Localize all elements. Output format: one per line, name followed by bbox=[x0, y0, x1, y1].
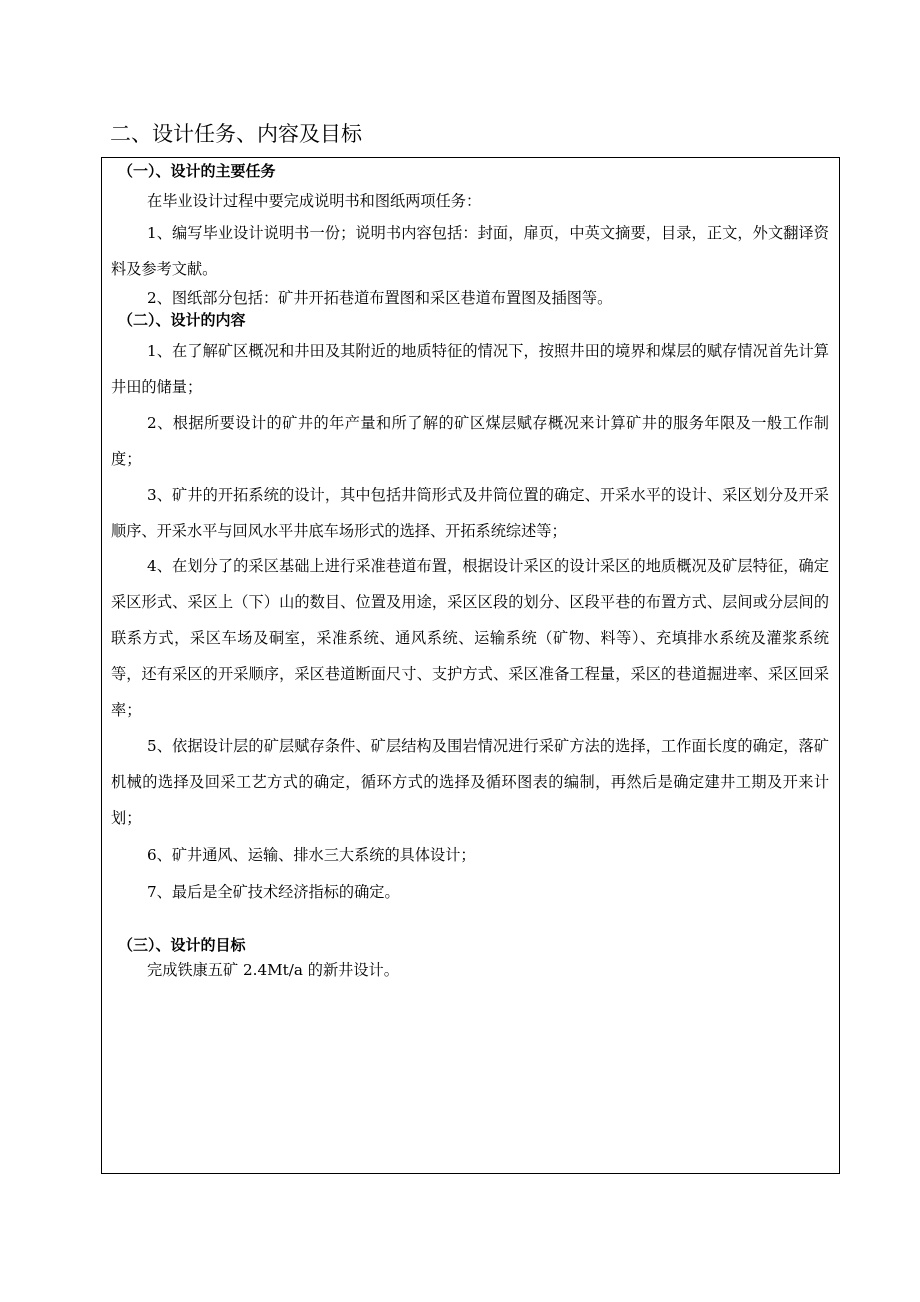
paragraph-tasks-intro: 在毕业设计过程中要完成说明书和图纸两项任务： bbox=[147, 192, 482, 210]
content-box bbox=[101, 157, 840, 1174]
section-title: 二、设计任务、内容及目标 bbox=[110, 122, 362, 146]
paragraph-content-4: 4、在划分了的采区基础上进行采准巷道布置，根据设计采区的设计采区的地质概况及矿层特征，确定采区形式、采区上（下）山的数目、位置及用途，采区区段的划分、区段平巷的布置方式、层间或分层间的联系方式，采区车场及硐室，采准系统、通风系统、运输系统（矿物、料等）、充填排水系统及灌浆系统等，还有采区的开采顺序，采区巷道断面尺寸、支护方式、采区准备工程量，采区的巷道掘进率、采区回采率； bbox=[111, 557, 829, 719]
paragraph-content-2: 2、根据所要设计的矿井的年产量和所了解的矿区煤层赋存概况来计算矿井的服务年限及一般工作制度； bbox=[111, 414, 829, 468]
paragraph-content-6: 6、矿井通风、运输、排水三大系统的具体设计； bbox=[147, 846, 476, 864]
heading-content: （二）、设计的内容 bbox=[118, 311, 246, 329]
paragraph-content-1: 1、在了解矿区概况和井田及其附近的地质特征的情况下，按照井田的境界和煤层的赋存情况首先计算井田的储量； bbox=[111, 342, 829, 396]
heading-goal: （三）、设计的目标 bbox=[118, 936, 246, 954]
paragraph-task-2: 2、图纸部分包括：矿井开拓巷道布置图和采区巷道布置图及插图等。 bbox=[147, 289, 613, 307]
paragraph-content-3: 3、矿井的开拓系统的设计，其中包括井筒形式及井筒位置的确定、开采水平的设计、采区划分及开采顺序、开采水平与回风水平井底车场形式的选择、开拓系统综述等； bbox=[111, 486, 829, 540]
heading-main-tasks: （一）、设计的主要任务 bbox=[118, 162, 276, 180]
paragraph-content-7: 7、最后是全矿技术经济指标的确定。 bbox=[147, 883, 400, 901]
goal-text: 完成铁康五矿 2.4Mt/a 的新井设计。 bbox=[147, 961, 399, 979]
paragraph-task-1: 1、编写毕业设计说明书一份；说明书内容包括：封面，扉页，中英文摘要，目录，正文，外文翻译资料及参考文献。 bbox=[111, 224, 829, 278]
paragraph-content-5: 5、依据设计层的矿层赋存条件、矿层结构及围岩情况进行采矿方法的选择，工作面长度的确定，落矿机械的选择及回采工艺方式的确定，循环方式的选择及循环图表的编制，再然后是确定建井工期及开来计划； bbox=[111, 737, 829, 827]
